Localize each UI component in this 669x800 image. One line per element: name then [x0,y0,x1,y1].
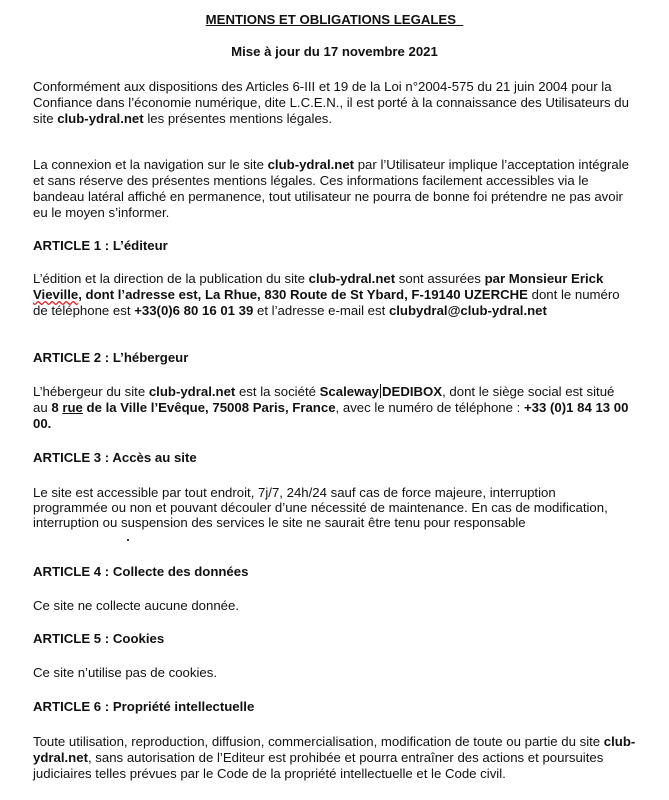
stray-dot [127,539,129,541]
article3-line-1: Le site est accessible par tout endroit, 7j/7, 24h/24 sauf cas de force majeure, interruption [33,485,556,500]
article2-line-1: L’hébergeur du site club-ydral.net est la société Scaleway DEDIBOX, dont le siège social est situé [33,384,615,399]
document-title: MENTIONS ET OBLIGATIONS LEGALES [205,12,456,27]
article5-line-1: Ce site n’utilise pas de cookies. [33,665,217,680]
article1-heading: ARTICLE 1 : L’éditeur [33,238,168,253]
intro-line-3: site club-ydral.net les présentes mentions légales. [33,111,333,126]
article3-line-3: interruption ou suspension des services le site ne saurait être tenu pour responsable [33,515,526,530]
article4-heading: ARTICLE 4 : Collecte des données [33,564,249,579]
para2-line-1: La connexion et la navigation sur le site club-ydral.net par l’Utilisateur implique l’acceptation intégrale [33,157,629,172]
article6-line-3: judiciaires telles prévues par le Code de la propriété intellectuelle et le Code civil. [33,766,506,781]
article3-line-2: programmée ou non et pouvant découler d’une nécessité de maintenance. En cas de modification, [33,500,608,515]
article4-line-1: Ce site ne collecte aucune donnée. [33,598,240,613]
para2-line-4: eu le moyen s’informer. [33,205,170,220]
article1-line-1: L’édition et la direction de la publication du site club-ydral.net sont assurées par Monsieur Erick [33,271,604,286]
para2-line-3: bandeau latéral affiché en permanence, tout utilisateur ne pourra de bonne foi prétendre ne pas avoir [33,189,623,204]
article5-heading: ARTICLE 5 : Cookies [33,631,165,646]
article1-line-3: de téléphone est +33(0)6 80 16 01 39 et l’adresse e-mail est clubydral@club-ydral.net [33,303,547,318]
article2-line-3: 00. [33,416,52,431]
article3-heading: ARTICLE 3 : Accès au site [33,450,197,465]
para2-line-2: et sans réserve des présentes mentions légales. Ces informations facilement accessibles via le [33,173,589,188]
intro-line-1: Conformément aux dispositions des Articles 6-III et 19 de la Loi n°2004-575 du 21 juin 2004 pour la [33,79,612,94]
article1-line-2: Vieville, dont l’adresse est, La Rhue, 830 Route de St Ybard, F-19140 UZERCHE dont le numéro [33,287,620,302]
article2-line-2: au 8 rue de la Ville l’Evêque, 75008 Paris, France, avec le numéro de téléphone : +33 (0)1 84 13 00 [33,400,629,415]
article6-line-2: ydral.net, sans autorisation de l’Editeur est prohibée et pourra entraîner des actions et poursuites [33,750,604,765]
text-cursor [380,384,381,398]
update-date: Mise à jour du 17 novembre 2021 [231,44,438,59]
intro-line-2: Confiance dans l’économie numérique, dite L.C.E.N., il est porté à la connaissance des Utilisateurs du [33,95,629,110]
article6-heading: ARTICLE 6 : Propriété intellectuelle [33,699,255,714]
article6-line-1: Toute utilisation, reproduction, diffusion, commercialisation, modification de toute ou partie du site club- [33,734,636,749]
article2-heading: ARTICLE 2 : L’hébergeur [33,350,189,365]
